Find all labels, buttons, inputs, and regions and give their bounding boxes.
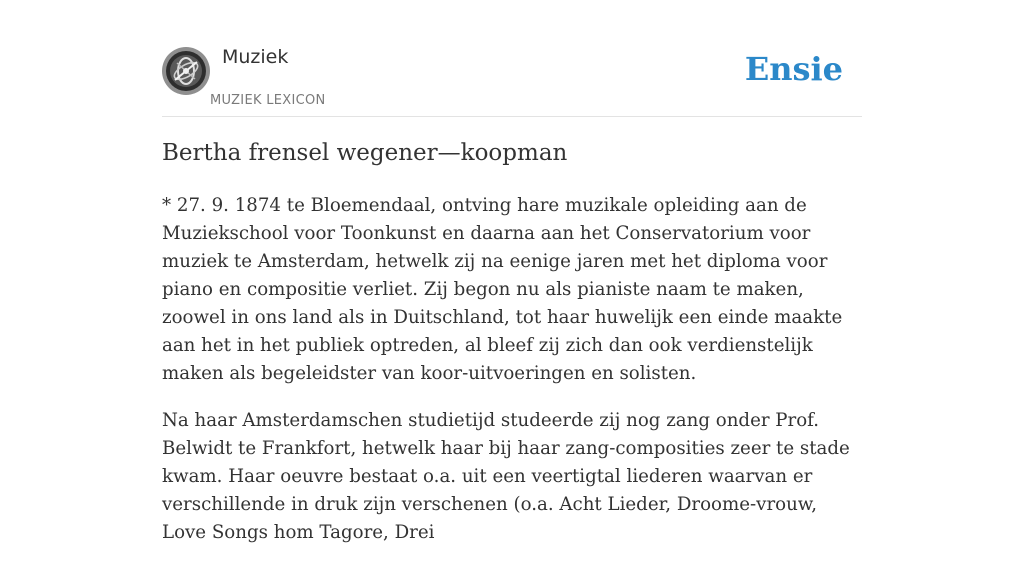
brand-logo[interactable]: Ensie: [744, 50, 843, 88]
article-paragraph: * 27. 9. 1874 te Bloemendaal, ontving hare muzikale opleiding aan de Muziekschool voor Toonkunst en daarna aan het Conservatorium voor muziek te Amsterdam, hetwelk zij na eenige jaren met het diploma voor piano en compositie verliet. Zij begon nu als pianiste naam te maken, zoowel in ons land als in Duitschland, tot haar huwelijk een einde maakte aan het in het publiek optreden, al bleef zij zich dan ook verdienstelijk maken als begeleidster van koor-uitvoeringen en solisten.: [162, 195, 843, 384]
category-link[interactable]: Muziek: [222, 46, 289, 68]
article-title: Bertha frensel wegener—koopman: [162, 140, 568, 166]
category-logo-icon[interactable]: [162, 47, 210, 95]
site-header: [162, 44, 862, 117]
article-body: [162, 192, 862, 566]
article-paragraph: Na haar Amsterdamschen studietijd studeerde zij nog zang onder Prof. Belwidt te Frankfort, hetwelk haar bij haar zang-composities zeer te stade kwam. Haar oeuvre bestaat o.a. uit een veertigtal liederen waarvan er verschillende in druk zijn verschenen (o.a. Acht Lieder, Droome-vrouw, Love Songs hom Tagore, Drei: [162, 410, 850, 543]
category-subtitle: MUZIEK LEXICON: [210, 93, 326, 108]
